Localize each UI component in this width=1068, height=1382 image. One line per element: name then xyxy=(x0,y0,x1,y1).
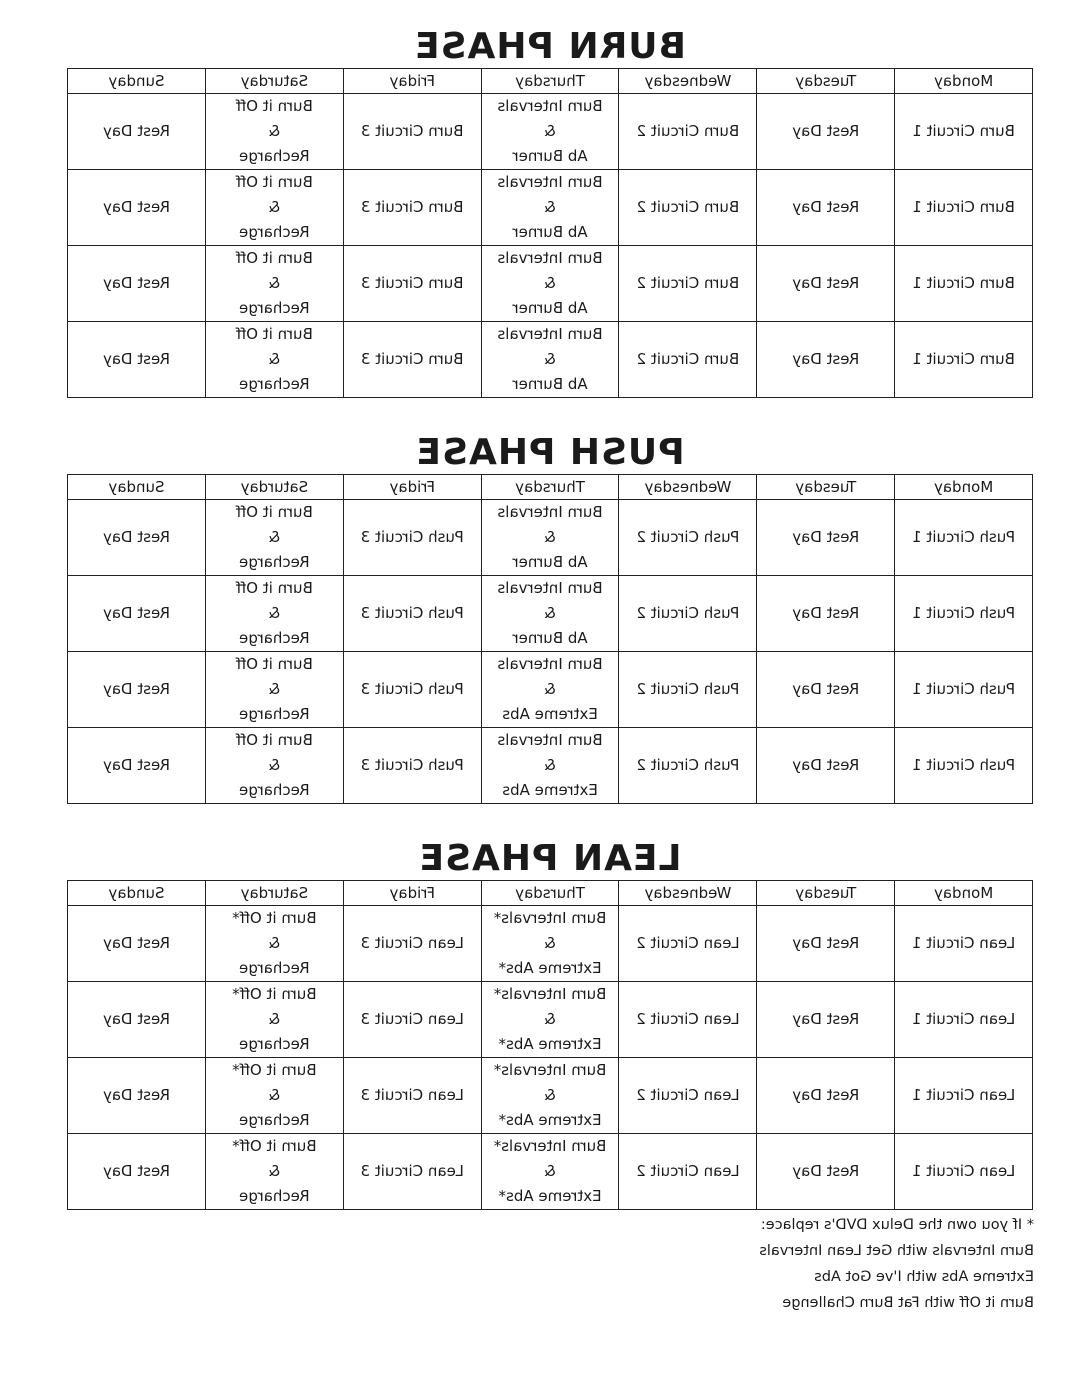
workout-cell: Burn Circuit 3 xyxy=(343,94,481,170)
workout-line: & xyxy=(544,1086,556,1104)
workout-cell: Rest Day xyxy=(757,1058,895,1134)
workout-cell xyxy=(481,170,619,246)
workout-cell: Rest Day xyxy=(68,322,206,398)
workout-line: Extreme Abs xyxy=(502,781,598,799)
workout-cell xyxy=(481,652,619,728)
day-header: Sunday xyxy=(68,881,206,906)
workout-line: Extreme Abs* xyxy=(498,959,602,977)
header-row xyxy=(68,69,1033,94)
workout-line: Recharge xyxy=(239,375,310,393)
day-header: Thursday xyxy=(481,881,619,906)
workout-cell: Lean Circuit 1 xyxy=(895,982,1033,1058)
workout-cell xyxy=(205,246,343,322)
workout-line: & xyxy=(268,198,281,216)
day-header: Monday xyxy=(895,475,1033,500)
workout-cell xyxy=(481,322,619,398)
header-row xyxy=(68,881,1033,906)
workout-cell: Rest Day xyxy=(68,94,206,170)
workout-cell xyxy=(205,94,343,170)
workout-line: Burn it Off xyxy=(235,249,313,267)
table-row xyxy=(68,94,1033,170)
workout-cell: Push Circuit 3 xyxy=(343,728,481,804)
workout-cell: Burn Circuit 1 xyxy=(895,322,1033,398)
workout-line: & xyxy=(268,350,281,368)
day-header: Monday xyxy=(895,881,1033,906)
workout-line: Burn Intervals xyxy=(497,731,603,749)
workout-line: Extreme Abs xyxy=(502,705,598,723)
workout-line: Burn it Off* xyxy=(232,909,317,927)
workout-cell: Push Circuit 1 xyxy=(895,652,1033,728)
footnote-line: Burn it Off with Fat Burn Challenge xyxy=(782,1295,1034,1311)
workout-line: Ab Burner xyxy=(512,147,588,165)
workout-cell xyxy=(205,906,343,982)
workout-cell: Burn Circuit 1 xyxy=(895,170,1033,246)
workout-line: & xyxy=(268,528,281,546)
workout-line: Recharge xyxy=(239,147,310,165)
burn-phase-section xyxy=(67,26,1033,398)
workout-cell xyxy=(205,170,343,246)
workout-line: Recharge xyxy=(239,299,310,317)
workout-cell: Rest Day xyxy=(757,906,895,982)
workout-line: Burn it Off xyxy=(235,325,313,343)
workout-line: Recharge xyxy=(239,629,310,647)
workout-cell: Burn Circuit 1 xyxy=(895,246,1033,322)
workout-line: & xyxy=(544,274,556,292)
day-header: Monday xyxy=(895,69,1033,94)
workout-cell: Rest Day xyxy=(68,906,206,982)
workout-cell xyxy=(481,906,619,982)
day-header: Saturday xyxy=(205,881,343,906)
day-header: Friday xyxy=(343,475,481,500)
workout-cell: Push Circuit 1 xyxy=(895,728,1033,804)
workout-cell xyxy=(481,728,619,804)
day-header: Friday xyxy=(343,69,481,94)
workout-cell xyxy=(481,1058,619,1134)
workout-cell xyxy=(481,94,619,170)
workout-line: Burn Intervals xyxy=(497,249,603,267)
lean-phase-section xyxy=(67,838,1033,1210)
workout-cell: Rest Day xyxy=(68,1134,206,1210)
workout-line: Burn Intervals* xyxy=(493,1061,607,1079)
workout-line: Ab Burner xyxy=(512,223,588,241)
workout-line: & xyxy=(268,274,281,292)
workout-line: & xyxy=(268,756,281,774)
workout-line: & xyxy=(268,122,281,140)
table-row xyxy=(68,322,1033,398)
workout-line: Recharge xyxy=(239,781,310,799)
workout-cell: Burn Circuit 2 xyxy=(619,94,757,170)
workout-cell xyxy=(481,500,619,576)
schedule-table xyxy=(67,474,1033,804)
day-header: Thursday xyxy=(481,475,619,500)
workout-line: Recharge xyxy=(239,1111,310,1129)
workout-line: & xyxy=(544,528,556,546)
workout-cell: Lean Circuit 2 xyxy=(619,1058,757,1134)
workout-line: Recharge xyxy=(239,553,310,571)
workout-cell: Rest Day xyxy=(757,728,895,804)
workout-line: Ab Burner xyxy=(512,375,588,393)
day-header: Wednesday xyxy=(619,881,757,906)
workout-cell: Lean Circuit 3 xyxy=(343,1134,481,1210)
workout-cell: Burn Circuit 2 xyxy=(619,170,757,246)
phase-title: BURN PHASE xyxy=(414,26,686,67)
workout-cell: Rest Day xyxy=(68,982,206,1058)
workout-cell xyxy=(481,1134,619,1210)
workout-cell: Rest Day xyxy=(757,170,895,246)
day-header: Wednesday xyxy=(619,69,757,94)
workout-line: Burn it Off xyxy=(235,503,313,521)
workout-cell: Lean Circuit 1 xyxy=(895,906,1033,982)
workout-cell xyxy=(481,246,619,322)
workout-line: Burn Intervals xyxy=(497,97,603,115)
day-header: Tuesday xyxy=(757,881,895,906)
workout-line: Burn Intervals xyxy=(497,503,603,521)
table-row xyxy=(68,1134,1033,1210)
workout-line: Recharge xyxy=(239,705,310,723)
workout-cell: Rest Day xyxy=(757,652,895,728)
workout-cell xyxy=(205,652,343,728)
footnote xyxy=(759,1212,1034,1316)
workout-line: Burn it Off xyxy=(235,731,313,749)
workout-cell: Push Circuit 2 xyxy=(619,500,757,576)
workout-line: Burn Intervals xyxy=(497,173,603,191)
table-row xyxy=(68,576,1033,652)
workout-line: Burn Intervals* xyxy=(493,1137,607,1155)
workout-line: & xyxy=(544,680,556,698)
workout-line: Burn it Off* xyxy=(232,1137,317,1155)
table-row xyxy=(68,652,1033,728)
table-row xyxy=(68,170,1033,246)
workout-cell: Rest Day xyxy=(68,170,206,246)
workout-cell: Burn Circuit 2 xyxy=(619,246,757,322)
workout-line: Recharge xyxy=(239,1035,310,1053)
workout-cell: Rest Day xyxy=(757,500,895,576)
workout-line: & xyxy=(544,350,556,368)
workout-line: Recharge xyxy=(239,223,310,241)
workout-line: & xyxy=(268,1010,281,1028)
table-row xyxy=(68,906,1033,982)
workout-cell: Burn Circuit 1 xyxy=(895,94,1033,170)
workout-line: Burn Intervals xyxy=(497,325,603,343)
workout-cell: Lean Circuit 1 xyxy=(895,1058,1033,1134)
workout-line: Ab Burner xyxy=(512,629,588,647)
workout-cell: Burn Circuit 2 xyxy=(619,322,757,398)
workout-cell: Rest Day xyxy=(757,1134,895,1210)
workout-cell: Push Circuit 2 xyxy=(619,652,757,728)
workout-line: Ab Burner xyxy=(512,553,588,571)
workout-line: & xyxy=(544,122,556,140)
workout-cell: Rest Day xyxy=(68,246,206,322)
workout-line: Burn Intervals* xyxy=(493,985,607,1003)
workout-line: Extreme Abs* xyxy=(498,1187,602,1205)
workout-line: & xyxy=(544,1162,556,1180)
workout-line: Burn Intervals* xyxy=(493,909,607,927)
workout-line: & xyxy=(268,934,281,952)
workout-line: Extreme Abs* xyxy=(498,1035,602,1053)
workout-line: & xyxy=(544,934,556,952)
workout-line: Burn it Off* xyxy=(232,985,317,1003)
schedule-table xyxy=(67,880,1033,1210)
workout-cell xyxy=(205,1134,343,1210)
workout-line: & xyxy=(268,604,281,622)
workout-line: & xyxy=(544,1010,556,1028)
workout-cell: Push Circuit 3 xyxy=(343,576,481,652)
workout-line: Burn it Off* xyxy=(232,1061,317,1079)
table-row xyxy=(68,728,1033,804)
table-row xyxy=(68,982,1033,1058)
workout-line: & xyxy=(544,604,556,622)
workout-cell: Push Circuit 2 xyxy=(619,576,757,652)
workout-cell xyxy=(481,982,619,1058)
day-header: Sunday xyxy=(68,69,206,94)
workout-cell: Lean Circuit 3 xyxy=(343,982,481,1058)
workout-cell: Rest Day xyxy=(68,652,206,728)
day-header: Wednesday xyxy=(619,475,757,500)
workout-cell: Lean Circuit 2 xyxy=(619,982,757,1058)
workout-cell: Push Circuit 1 xyxy=(895,500,1033,576)
workout-cell xyxy=(205,500,343,576)
workout-line: & xyxy=(544,756,556,774)
workout-cell xyxy=(205,576,343,652)
workout-cell: Burn Circuit 3 xyxy=(343,322,481,398)
workout-cell: Rest Day xyxy=(68,576,206,652)
workout-cell xyxy=(205,982,343,1058)
workout-cell: Push Circuit 3 xyxy=(343,500,481,576)
workout-cell: Rest Day xyxy=(68,500,206,576)
workout-cell: Lean Circuit 2 xyxy=(619,1134,757,1210)
workout-cell xyxy=(205,728,343,804)
workout-cell: Rest Day xyxy=(757,576,895,652)
workout-line: Extreme Abs* xyxy=(498,1111,602,1129)
push-phase-section xyxy=(67,432,1033,804)
workout-line: Burn Intervals xyxy=(497,579,603,597)
workout-cell: Lean Circuit 3 xyxy=(343,906,481,982)
workout-cell: Push Circuit 3 xyxy=(343,652,481,728)
workout-line: Burn it Off xyxy=(235,579,313,597)
workout-cell: Rest Day xyxy=(68,1058,206,1134)
workout-cell: Burn Circuit 3 xyxy=(343,246,481,322)
workout-cell xyxy=(205,1058,343,1134)
workout-cell: Lean Circuit 2 xyxy=(619,906,757,982)
workout-line: Ab Burner xyxy=(512,299,588,317)
schedule-table xyxy=(67,68,1033,398)
header-row xyxy=(68,475,1033,500)
workout-line: & xyxy=(268,680,281,698)
table-row xyxy=(68,1058,1033,1134)
workout-cell: Rest Day xyxy=(757,94,895,170)
footnote-line: * If you own the Delux DVD's replace: xyxy=(760,1217,1034,1233)
day-header: Thursday xyxy=(481,69,619,94)
workout-cell: Lean Circuit 3 xyxy=(343,1058,481,1134)
workout-line: & xyxy=(268,1162,281,1180)
footnote-line: Extreme Abs with I've Got Abs xyxy=(814,1269,1034,1285)
workout-cell: Lean Circuit 1 xyxy=(895,1134,1033,1210)
workout-line: & xyxy=(544,198,556,216)
day-header: Tuesday xyxy=(757,475,895,500)
workout-cell: Push Circuit 1 xyxy=(895,576,1033,652)
day-header: Tuesday xyxy=(757,69,895,94)
workout-cell: Push Circuit 2 xyxy=(619,728,757,804)
workout-cell xyxy=(481,576,619,652)
workout-line: Recharge xyxy=(239,1187,310,1205)
table-row xyxy=(68,246,1033,322)
day-header: Sunday xyxy=(68,475,206,500)
workout-cell: Rest Day xyxy=(757,322,895,398)
day-header: Friday xyxy=(343,881,481,906)
phase-title: PUSH PHASE xyxy=(415,432,685,473)
workout-line: Burn Intervals xyxy=(497,655,603,673)
table-row xyxy=(68,500,1033,576)
day-header: Saturday xyxy=(205,475,343,500)
workout-line: Burn it Off xyxy=(235,97,313,115)
workout-line: Burn it Off xyxy=(235,173,313,191)
workout-line: Recharge xyxy=(239,959,310,977)
phase-title: LEAN PHASE xyxy=(418,838,682,879)
workout-cell: Rest Day xyxy=(68,728,206,804)
workout-cell: Rest Day xyxy=(757,246,895,322)
workout-cell xyxy=(205,322,343,398)
footnote-line: Burn Intervals with Get Lean Intervals xyxy=(759,1243,1034,1259)
workout-cell: Rest Day xyxy=(757,982,895,1058)
workout-cell: Burn Circuit 3 xyxy=(343,170,481,246)
workout-line: & xyxy=(268,1086,281,1104)
day-header: Saturday xyxy=(205,69,343,94)
workout-line: Burn it Off xyxy=(235,655,313,673)
